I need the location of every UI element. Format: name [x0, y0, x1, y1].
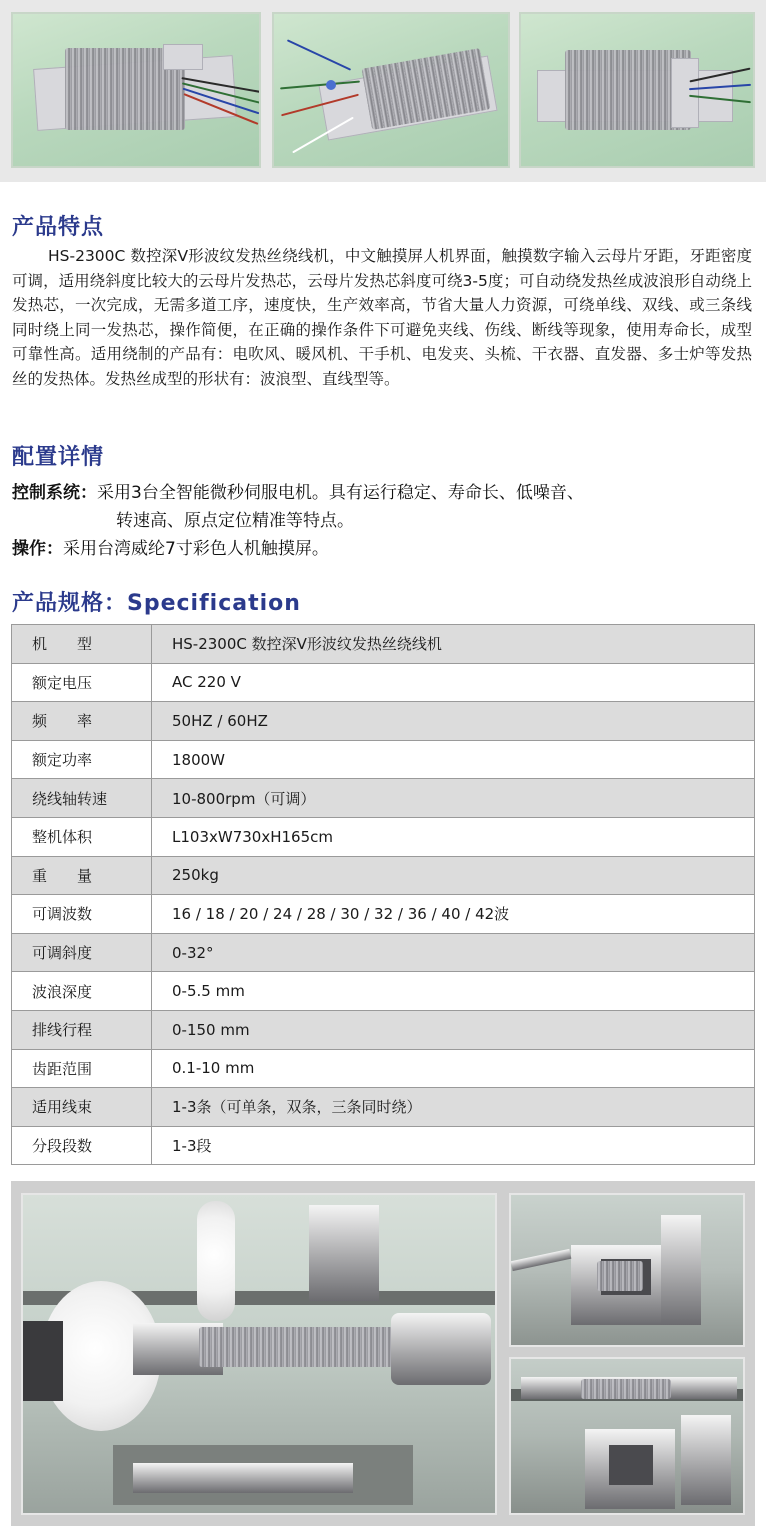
- table-row: [12, 972, 755, 1011]
- operation-line: [12, 536, 329, 562]
- spec-key: 波浪深度: [12, 972, 152, 1011]
- control-system-label: 控制系统：: [12, 483, 97, 503]
- spec-value: 0.1-10 mm: [152, 1049, 755, 1088]
- table-row: [12, 625, 755, 664]
- spec-key: 整机体积: [12, 817, 152, 856]
- spec-key: 额定功率: [12, 740, 152, 779]
- spec-key: 齿距范围: [12, 1049, 152, 1088]
- heating-element-photo-3: [519, 12, 755, 168]
- spec-value: 50HZ / 60HZ: [152, 702, 755, 741]
- table-row: [12, 1126, 755, 1165]
- spec-value: 0-32°: [152, 933, 755, 972]
- spec-value: 16 / 18 / 20 / 24 / 28 / 30 / 32 / 36 / 40 / 42波: [152, 895, 755, 934]
- heating-element-photo-2: [272, 12, 510, 168]
- control-system-text-2: 转速高、原点定位精准等特点。: [116, 511, 354, 531]
- spec-value: L103xW730xH165cm: [152, 817, 755, 856]
- spec-value: 1800W: [152, 740, 755, 779]
- spec-key: 可调波数: [12, 895, 152, 934]
- spec-value: 250kg: [152, 856, 755, 895]
- clamp-fixture-photo: [509, 1357, 745, 1515]
- table-row: [12, 856, 755, 895]
- bottom-photo-block: [11, 1181, 755, 1526]
- spec-key: 额定电压: [12, 663, 152, 702]
- spec-key: 频 率: [12, 702, 152, 741]
- control-system-text-1: 采用3台全智能微秒伺服电机。具有运行稳定、寿命长、低噪音、: [97, 483, 584, 503]
- table-row: [12, 895, 755, 934]
- table-row: [12, 1088, 755, 1127]
- spec-key: 机 型: [12, 625, 152, 664]
- winding-machine-closeup-photo: [21, 1193, 497, 1515]
- table-row: [12, 663, 755, 702]
- spec-key: 排线行程: [12, 1010, 152, 1049]
- operation-label: 操作：: [12, 539, 63, 559]
- table-row: [12, 740, 755, 779]
- winding-head-photo: [509, 1193, 745, 1347]
- spec-value: 1-3条（可单条，双条，三条同时绕）: [152, 1088, 755, 1127]
- spec-key: 分段段数: [12, 1126, 152, 1165]
- top-photo-strip: [0, 0, 766, 182]
- config-heading: 配置详情: [12, 445, 105, 470]
- table-row: [12, 779, 755, 818]
- features-heading: 产品特点: [12, 215, 105, 240]
- control-system-line: [12, 480, 584, 506]
- spec-key: 重 量: [12, 856, 152, 895]
- table-row: [12, 933, 755, 972]
- table-row: [12, 1010, 755, 1049]
- spec-key: 适用线束: [12, 1088, 152, 1127]
- spec-value: 0-5.5 mm: [152, 972, 755, 1011]
- spec-key: 可调斜度: [12, 933, 152, 972]
- spec-value: 0-150 mm: [152, 1010, 755, 1049]
- spec-value: AC 220 V: [152, 663, 755, 702]
- spec-value: HS-2300C 数控深V形波纹发热丝绕线机: [152, 625, 755, 664]
- table-row: [12, 1049, 755, 1088]
- features-paragraph: [12, 244, 752, 391]
- spec-key: 绕线轴转速: [12, 779, 152, 818]
- table-row: [12, 702, 755, 741]
- heating-element-photo-1: [11, 12, 261, 168]
- spec-heading: 产品规格：Specification: [12, 591, 301, 616]
- table-row: [12, 817, 755, 856]
- features-body: HS-2300C 数控深V形波纹发热丝绕线机，中文触摸屏人机界面，触摸数字输入云母片牙距，牙距密度可调，适用绕斜度比较大的云母片发热芯，云母片发热芯斜度可绕3-5度；可自动绕发热丝成波浪形自动绕上发热芯，一次完成，无需多道工序，速度快，生产效率高，节省大量人力资源，可绕单线、双线、或三条线同时绕上同一发热芯，操作简便，在正确的操作条件下可避免夹线、伤线、断线等现象，使用寿命长，成型可靠性高。适用绕制的产品有：电吹风、暖风机、干手机、电发夹、头梳、干衣器、直发器、多士炉等发热丝的发热体。发热丝成型的形状有：波浪型、直线型等。: [12, 247, 752, 388]
- spec-value: 1-3段: [152, 1126, 755, 1165]
- spec-table: [11, 624, 755, 1165]
- operation-text: 采用台湾威纶7寸彩色人机触摸屏。: [63, 539, 329, 559]
- spec-value: 10-800rpm（可调）: [152, 779, 755, 818]
